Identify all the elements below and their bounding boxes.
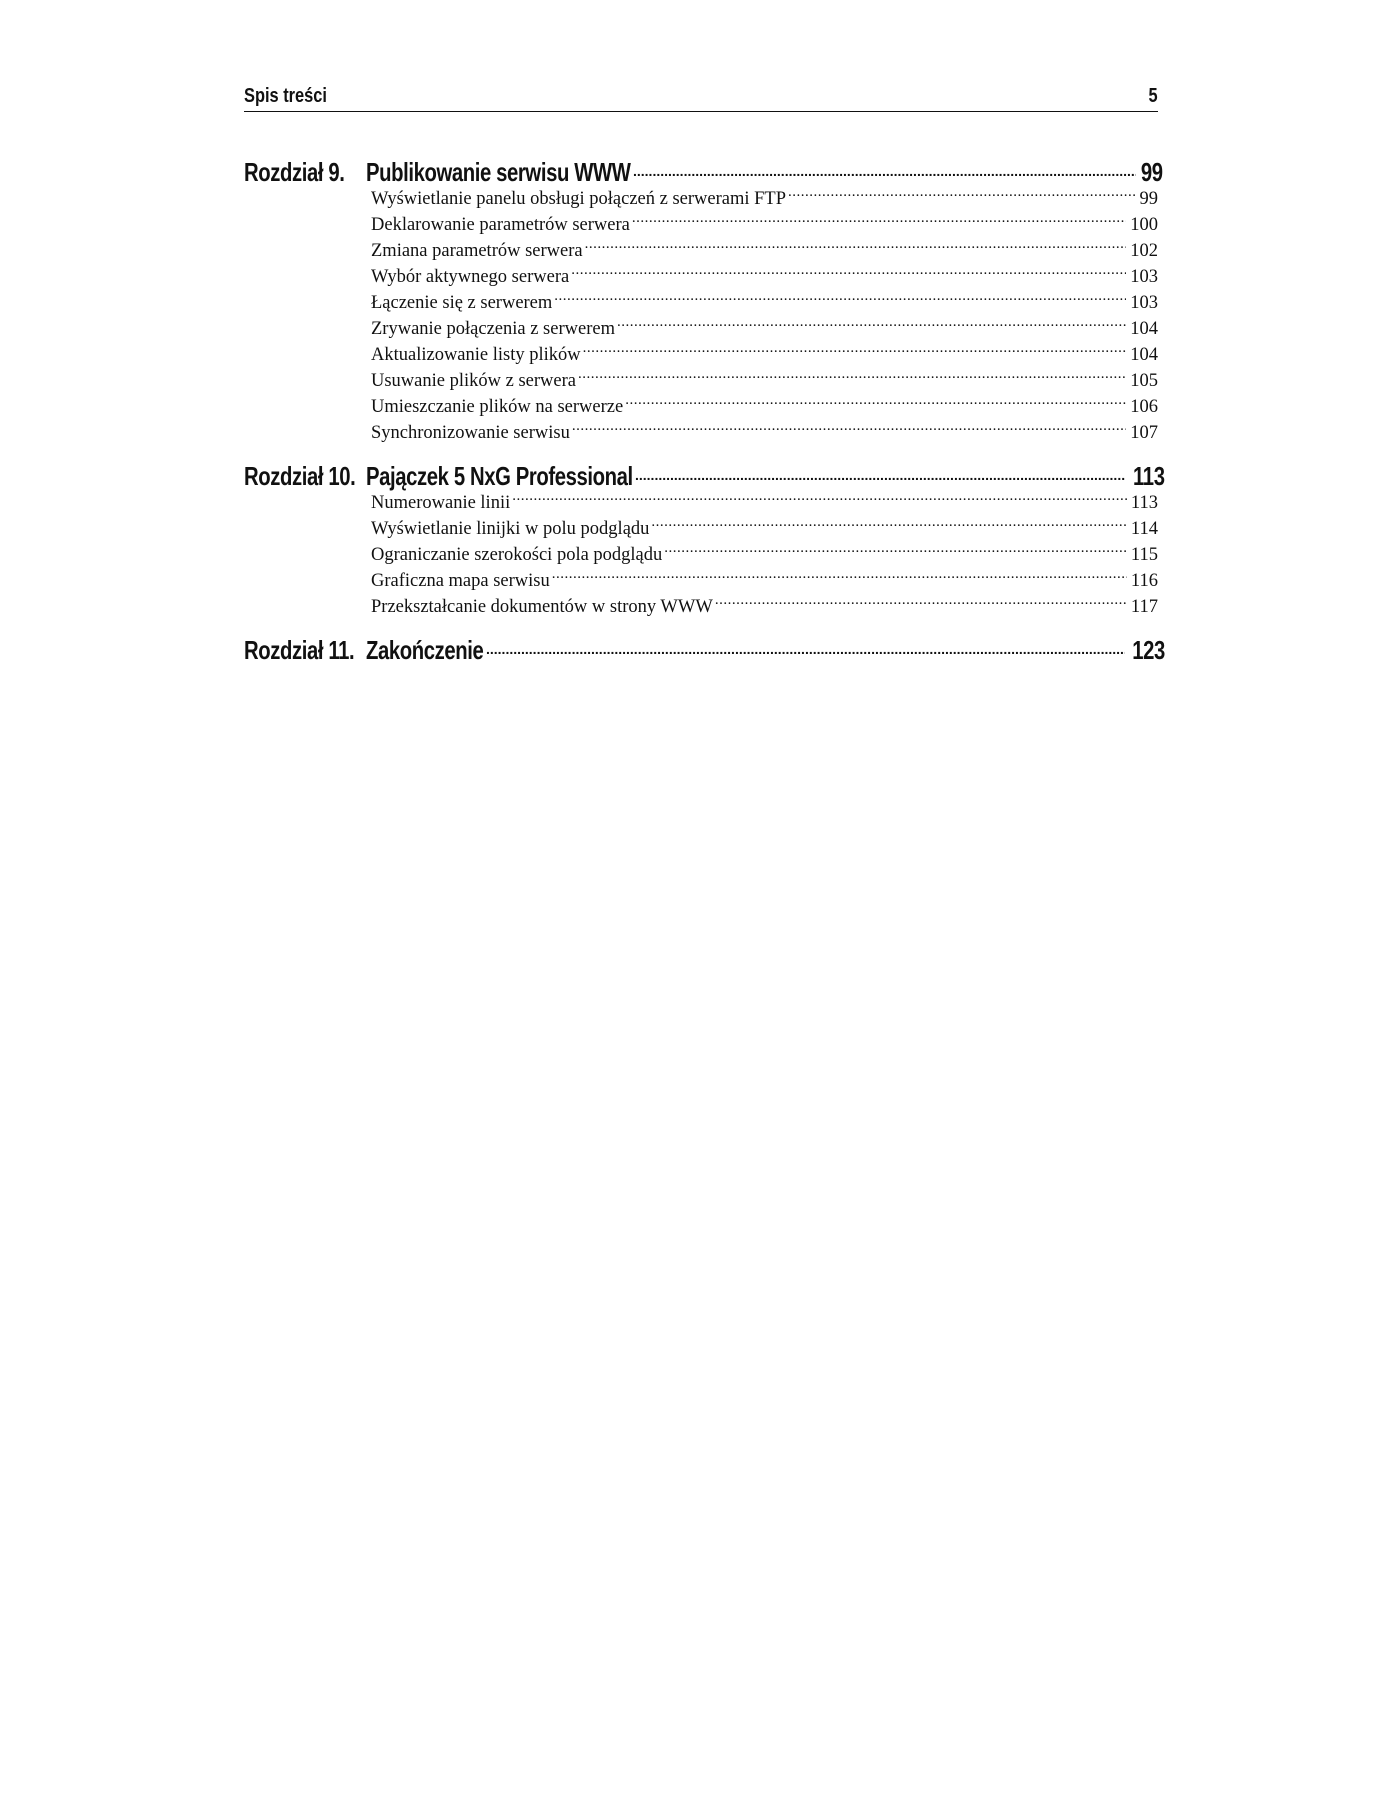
toc-chapter [244, 635, 1165, 667]
toc-section-entry[interactable] [371, 493, 1158, 519]
section-title: Aktualizowanie listy plików [371, 345, 581, 365]
chapter-sections [244, 493, 1158, 623]
section-title: Zrywanie połączenia z serwerem [371, 319, 615, 339]
dot-leader [552, 293, 1126, 308]
section-page-number: 106 [1130, 397, 1158, 417]
toc-chapter-entry[interactable] [244, 635, 1165, 667]
toc-section-entry[interactable] [371, 215, 1158, 241]
table-of-contents [244, 157, 1165, 667]
dot-leader [786, 189, 1135, 204]
running-head-page-number: 5 [1148, 85, 1158, 107]
dot-leader [623, 397, 1126, 412]
chapter-title: Zakończenie [366, 635, 484, 665]
chapter-title-wrapper [366, 157, 631, 188]
toc-section-entry[interactable] [371, 371, 1158, 397]
section-page-number: 103 [1130, 293, 1158, 313]
section-title: Wyświetlanie linijki w polu podglądu [371, 519, 650, 539]
dot-leader [662, 545, 1127, 560]
chapter-title-wrapper [366, 635, 484, 666]
dot-leader [576, 371, 1126, 386]
chapter-title-line [366, 461, 1165, 492]
running-head [244, 82, 1158, 112]
section-title: Usuwanie plików z serwera [371, 371, 576, 391]
dot-leader [583, 241, 1127, 256]
section-title: Przekształcanie dokumentów w strony WWW [371, 597, 713, 617]
chapter-title-wrapper [366, 461, 633, 492]
toc-section-entry[interactable] [371, 241, 1158, 267]
toc-section-entry[interactable] [371, 397, 1158, 423]
section-title: Deklarowanie parametrów serwera [371, 215, 630, 235]
dot-leader [510, 493, 1127, 508]
dot-leader [569, 267, 1126, 282]
section-page-number: 103 [1130, 267, 1158, 287]
dot-leader [631, 167, 1136, 181]
toc-section-entry[interactable] [371, 345, 1158, 371]
chapter-sections [244, 189, 1158, 449]
section-title: Graficzna mapa serwisu [371, 571, 550, 591]
chapter-number: Rozdział 9. [244, 157, 345, 187]
chapter-number: Rozdział 10. [244, 461, 356, 491]
section-page-number: 99 [1139, 189, 1158, 209]
dot-leader [633, 471, 1126, 485]
section-page-number: 114 [1130, 519, 1158, 539]
document-page [244, 82, 1165, 679]
dot-leader [570, 423, 1126, 438]
toc-section-entry[interactable] [371, 597, 1158, 623]
section-title: Wybór aktywnego serwera [371, 267, 570, 287]
dot-leader [550, 571, 1127, 586]
chapter-title: Pajączek 5 NxG Professional [366, 461, 633, 491]
chapter-page-number: 99 [1140, 157, 1163, 187]
section-title: Ograniczanie szerokości pola podglądu [371, 545, 663, 565]
section-title: Wyświetlanie panelu obsługi połączeń z serwerami FTP [371, 189, 787, 209]
section-title: Łączenie się z serwerem [371, 293, 553, 313]
section-page-number: 100 [1130, 215, 1158, 235]
toc-section-entry[interactable] [371, 319, 1158, 345]
dot-leader [713, 597, 1127, 612]
section-title: Zmiana parametrów serwera [371, 241, 583, 261]
toc-section-entry[interactable] [371, 293, 1158, 319]
chapter-title-line [366, 157, 1163, 188]
section-page-number: 102 [1130, 241, 1158, 261]
section-page-number: 113 [1130, 493, 1158, 513]
toc-section-entry[interactable] [371, 519, 1158, 545]
dot-leader [649, 519, 1127, 534]
section-page-number: 104 [1130, 319, 1158, 339]
section-page-number: 107 [1130, 423, 1158, 443]
chapter-title: Publikowanie serwisu WWW [366, 157, 631, 187]
dot-leader [484, 645, 1125, 659]
toc-section-entry[interactable] [371, 545, 1158, 571]
section-title: Numerowanie linii [371, 493, 511, 513]
section-page-number: 116 [1130, 571, 1158, 591]
section-title: Umieszczanie plików na serwerze [371, 397, 624, 417]
toc-section-entry[interactable] [371, 267, 1158, 293]
toc-section-entry[interactable] [371, 571, 1158, 597]
dot-leader [630, 215, 1126, 230]
section-title: Synchronizowanie serwisu [371, 423, 570, 443]
toc-section-entry[interactable] [371, 423, 1158, 449]
toc-chapter-entry[interactable] [244, 157, 1163, 189]
dot-leader [615, 319, 1126, 334]
section-page-number: 105 [1130, 371, 1158, 391]
toc-chapter [244, 157, 1163, 449]
chapter-number: Rozdział 11. [244, 635, 355, 665]
toc-chapter-entry[interactable] [244, 461, 1165, 493]
toc-chapter [244, 461, 1165, 623]
section-page-number: 117 [1130, 597, 1158, 617]
section-page-number: 115 [1130, 545, 1158, 565]
dot-leader [581, 345, 1127, 360]
toc-section-entry[interactable] [371, 189, 1158, 215]
section-page-number: 104 [1130, 345, 1158, 365]
chapter-title-line [366, 635, 1165, 666]
chapter-page-number: 113 [1133, 461, 1165, 491]
running-head-title: Spis treści [244, 85, 327, 107]
chapter-page-number: 123 [1132, 635, 1165, 665]
